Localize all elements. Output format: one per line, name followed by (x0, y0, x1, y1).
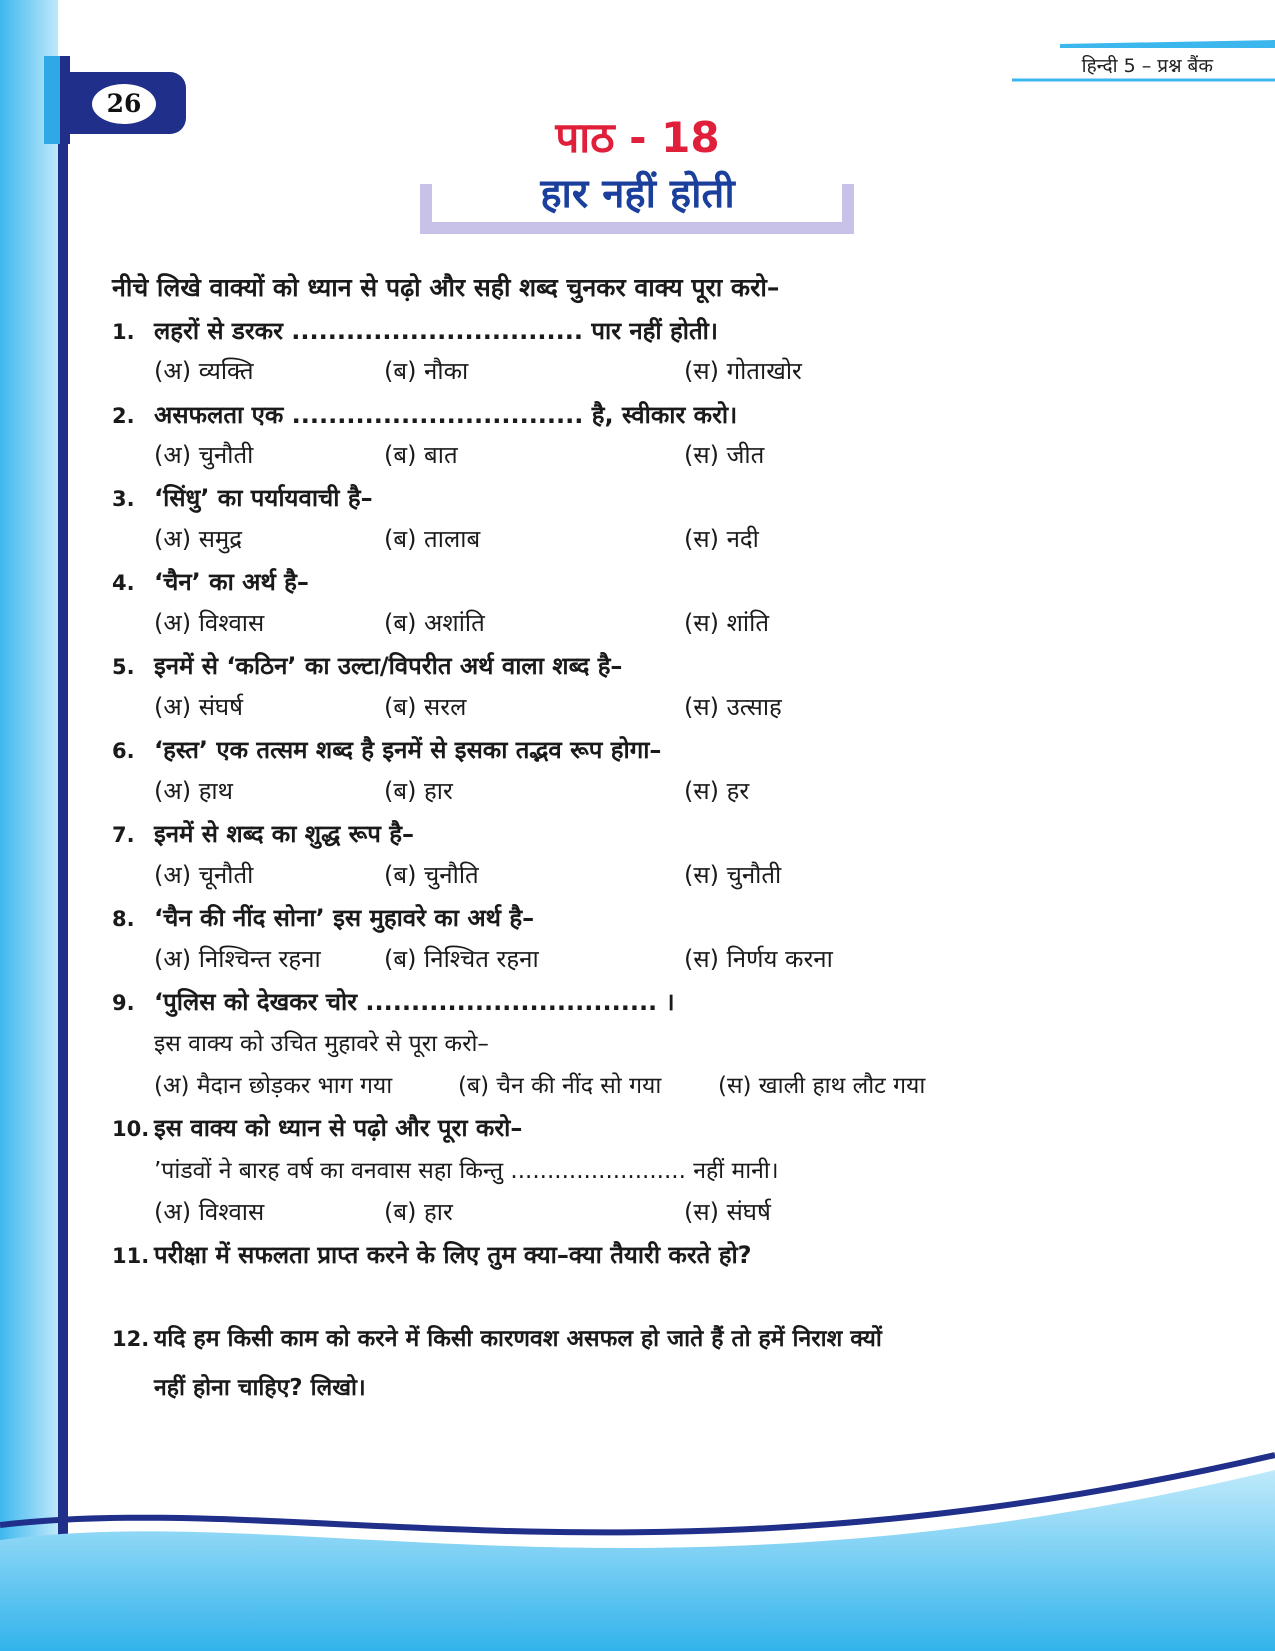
option-b: (ब) चुनौति (384, 861, 479, 889)
question-text: परीक्षा में सफलता प्राप्त करने के लिए तुम क्या–क्या तैयारी करते हो? (154, 1241, 752, 1269)
question-2 (112, 398, 737, 431)
option-b: (ब) अशांति (384, 609, 485, 637)
question-number: 6. (112, 739, 135, 763)
question-9 (112, 985, 675, 1018)
question-number: 1. (112, 320, 135, 344)
question-text: लहरों से डरकर ................................ पार नहीं होती। (154, 317, 718, 345)
page-number: 26 (92, 84, 156, 124)
option-a: (अ) विश्वास (154, 1198, 265, 1226)
question-text: ‘चैन’ का अर्थ है– (154, 568, 309, 596)
option-a: (अ) चुनौती (154, 441, 254, 469)
navy-vertical-bar (58, 128, 68, 1558)
book-header: हिन्दी 5 – प्रश्न बैंक (1081, 55, 1213, 77)
option-c: (स) हर (684, 777, 750, 805)
question-number: 4. (112, 571, 135, 595)
instruction: नीचे लिखे वाक्यों को ध्यान से पढ़ो और सही शब्द चुनकर वाक्य पूरा करो– (112, 273, 780, 302)
question-8 (112, 901, 534, 934)
question-text: ‘सिंधु’ का पर्यायवाची है– (154, 484, 373, 512)
option-c: (स) चुनौती (684, 861, 782, 889)
question-number: 5. (112, 655, 135, 679)
option-c: (स) खाली हाथ लौट गया (718, 1073, 926, 1099)
option-c: (स) गोताखोर (684, 357, 802, 385)
question-6 (112, 733, 661, 766)
question-7 (112, 817, 414, 850)
question-text: यदि हम किसी काम को करने में किसी कारणवश असफल हो जाते हैं तो हमें निराश क्यों (154, 1326, 882, 1352)
bottom-wave (0, 1470, 1275, 1651)
question-4 (112, 565, 309, 598)
option-b: (ब) सरल (384, 693, 467, 721)
question-5 (112, 649, 622, 682)
lesson-title: हार नहीं होती (540, 171, 735, 217)
lesson-number: पाठ - 18 (555, 113, 720, 162)
option-a: (अ) व्यक्ति (154, 357, 254, 385)
question-subtext: इस वाक्य को उचित मुहावरे से पूरा करो– (154, 1031, 489, 1057)
question-text: इस वाक्य को ध्यान से पढ़ो और पूरा करो– (154, 1114, 523, 1142)
option-b: (ब) बात (384, 441, 458, 469)
question-text: ‘हस्त’ एक तत्सम शब्द है इनमें से इसका तद्भव रूप होगा– (154, 736, 662, 764)
option-b: (ब) निश्चित रहना (384, 945, 539, 973)
option-a: (अ) चूनौती (154, 861, 254, 889)
option-a: (अ) समुद्र (154, 525, 243, 553)
question-12-line-2: नहीं होना चाहिए? लिखो। (154, 1375, 366, 1401)
question-number: 2. (112, 404, 135, 428)
question-11 (112, 1238, 752, 1271)
question-number: 12. (112, 1327, 150, 1351)
question-12 (112, 1321, 882, 1353)
option-a: (अ) मैदान छोड़कर भाग गया (154, 1073, 393, 1099)
question-10 (112, 1111, 522, 1144)
question-subtext: ’पांडवों ने बारह वर्ष का वनवास सहा किन्तु ........................ नहीं मानी। (154, 1158, 779, 1184)
question-3 (112, 481, 373, 514)
left-side-band (0, 0, 58, 1651)
question-text: असफलता एक ................................ है, स्वीकार करो। (154, 401, 738, 429)
question-number: 3. (112, 487, 135, 511)
question-number: 7. (112, 823, 135, 847)
option-c: (स) संघर्ष (684, 1198, 771, 1226)
question-number: 8. (112, 907, 135, 931)
option-c: (स) उत्साह (684, 693, 782, 721)
option-a: (अ) संघर्ष (154, 693, 243, 721)
question-text: ‘पुलिस को देखकर चोर ................................ । (154, 988, 675, 1016)
question-1 (112, 314, 718, 347)
question-text: ‘चैन की नींद सोना’ इस मुहावरे का अर्थ है– (154, 904, 535, 932)
question-number: 11. (112, 1244, 150, 1268)
option-a: (अ) हाथ (154, 777, 233, 805)
option-c: (स) जीत (684, 441, 765, 469)
option-c: (स) शांति (684, 609, 770, 637)
option-b: (ब) हार (384, 1198, 453, 1226)
question-number: 9. (112, 991, 135, 1015)
option-a: (अ) निश्चिन्त रहना (154, 945, 321, 973)
option-b: (ब) नौका (384, 357, 469, 385)
question-text: इनमें से शब्द का शुद्ध रूप है– (154, 820, 415, 848)
option-b: (ब) चैन की नींद सो गया (458, 1073, 662, 1099)
option-c: (स) निर्णय करना (684, 945, 833, 973)
option-b: (ब) तालाब (384, 525, 481, 553)
question-text: इनमें से ‘कठिन’ का उल्टा/विपरीत अर्थ वाला शब्द है– (154, 652, 623, 680)
option-c: (स) नदी (684, 525, 759, 553)
option-a: (अ) विश्वास (154, 609, 265, 637)
question-number: 10. (112, 1117, 150, 1141)
option-b: (ब) हार (384, 777, 453, 805)
